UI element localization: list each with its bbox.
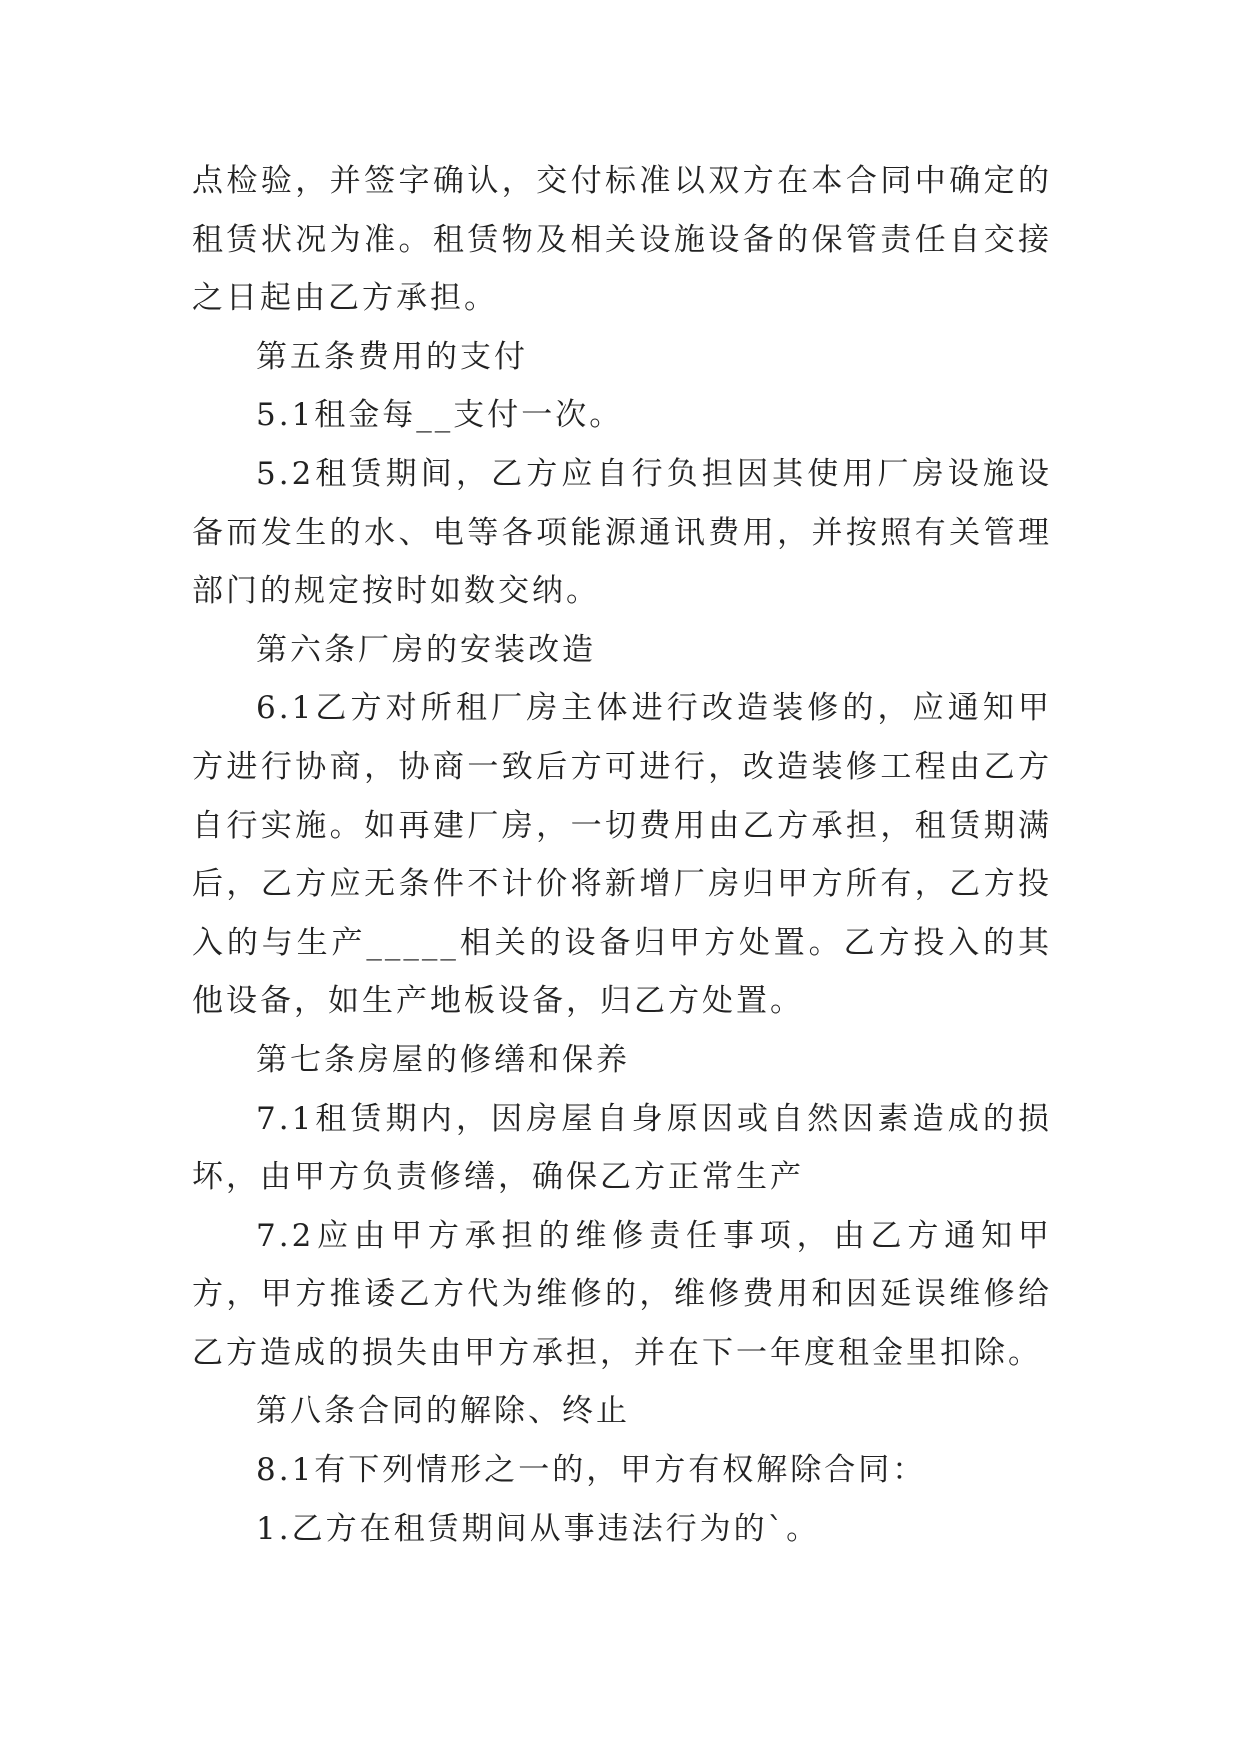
clause-8-1: 8.1有下列情形之一的，甲方有权解除合同： (256, 1452, 927, 1489)
clause-5-1: 5.1租金每__支付一次。 (256, 397, 624, 434)
article-5-heading: 第五条费用的支付 (256, 338, 528, 375)
article-7-heading: 第七条房屋的修缮和保养 (256, 1041, 630, 1078)
clause-5-2: 5.2租赁期间，乙方应自行负担因其使用厂房设施设备而发生的水、电等各项能源通讯费用，并按照有关管理部门的规定按时如数交纳。 (192, 455, 1052, 610)
paragraph-continuation: 点检验，并签字确认，交付标准以双方在本合同中确定的租赁状况为准。租赁物及相关设施设备的保管责任自交接之日起由乙方承担。 (192, 163, 1052, 317)
clause-7-2: 7.2应由甲方承担的维修责任事项，由乙方通知甲方，甲方推诿乙方代为维修的，维修费用和因延误维修给乙方造成的损失由甲方承担，并在下一年度租金里扣除。 (192, 1217, 1052, 1371)
article-6-heading: 第六条厂房的安装改造 (256, 631, 596, 668)
clause-8-1-item-1: 1.乙方在租赁期间从事违法行为的`。 (256, 1510, 821, 1547)
document-body (192, 152, 1052, 1558)
article-8-heading: 第八条合同的解除、终止 (256, 1393, 630, 1430)
clause-6-1: 6.1乙方对所租厂房主体进行改造装修的，应通知甲方进行协商，协商一致后方可进行，改造装修工程由乙方自行实施。如再建厂房，一切费用由乙方承担，租赁期满后，乙方应无条件不计价将新增厂房归甲方所有，乙方投入的与生产_____相关的设备归甲方处置。乙方投入的其他设备，如生产地板设备，归乙方处置。 (192, 690, 1052, 1020)
clause-7-1: 7.1租赁期内，因房屋自身原因或自然因素造成的损坏，由甲方负责修缮，确保乙方正常生产 (192, 1100, 1052, 1196)
